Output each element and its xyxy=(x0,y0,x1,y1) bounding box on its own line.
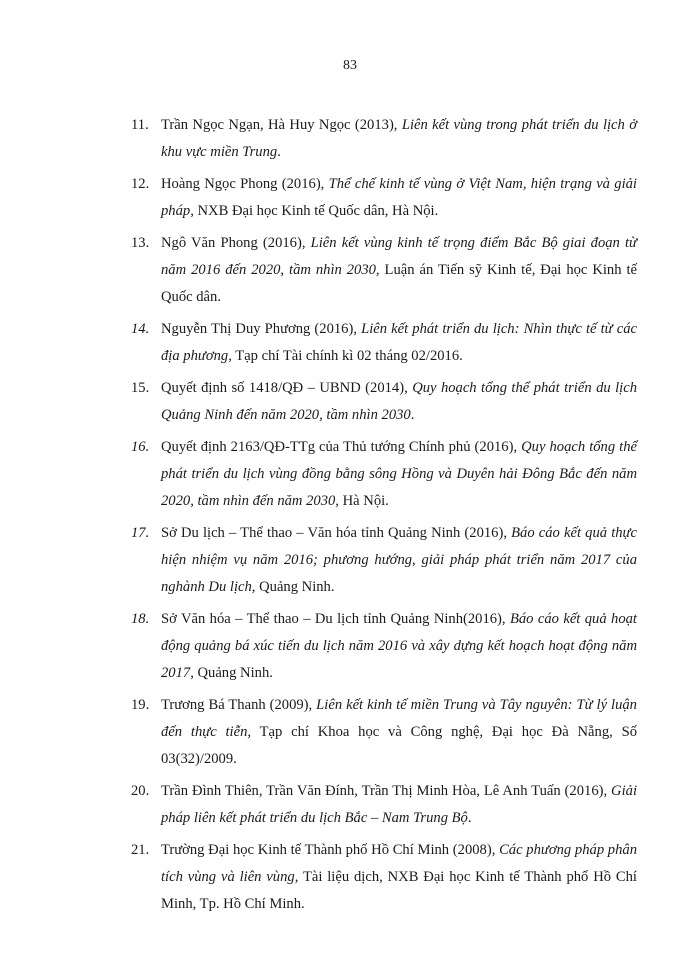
reference-title: Liên kết vùng kinh tế trọng điểm Bắc Bộ giai đoạn từ năm 2016 đến 2020, tầm nhìn 2030, xyxy=(161,235,637,278)
reference-number: 21. xyxy=(131,842,150,858)
reference-publisher: Quảng Ninh. xyxy=(193,665,273,681)
reference-number: 11. xyxy=(131,117,149,133)
reference-publisher: . xyxy=(467,810,472,826)
reference-item xyxy=(131,375,637,429)
reference-authors: Nguyễn Thị Duy Phương (2016), xyxy=(161,321,362,337)
reference-text xyxy=(161,692,637,773)
reference-text xyxy=(161,375,637,429)
reference-number: 20. xyxy=(131,783,150,799)
reference-number: 15. xyxy=(131,380,150,396)
reference-item xyxy=(131,171,637,225)
reference-item xyxy=(131,520,637,601)
reference-authors: Sở Du lịch – Thể thao – Văn hóa tỉnh Quảng Ninh (2016), xyxy=(161,525,512,541)
reference-item xyxy=(131,778,637,832)
reference-publisher: . xyxy=(277,144,281,160)
reference-publisher: . xyxy=(410,407,415,423)
reference-text xyxy=(161,606,637,687)
reference-item xyxy=(131,230,637,311)
reference-title: Các phương pháp phân tích vùng và liên vùng, xyxy=(161,842,637,885)
reference-title: Quy hoạch tổng thể phát triển du lịch vùng đồng bằng sông Hồng và Duyên hải Đông Bắc đến năm 2020, tầm nhìn đến năm 2030, xyxy=(161,439,637,509)
reference-title: Quy hoạch tổng thể phát triển du lịch Quảng Ninh đến năm 2020, tầm nhìn 2030 xyxy=(161,380,637,423)
reference-publisher: Hà Nội. xyxy=(338,493,389,509)
reference-title: Báo cáo kết quả hoạt động quảng bá xúc tiến du lịch năm 2016 và xây dựng kết hoạch hoạt động năm 2017, xyxy=(161,611,637,681)
reference-authors: Quyết định số 1418/QĐ – UBND (2014), xyxy=(161,380,413,396)
reference-text xyxy=(161,778,637,832)
reference-publisher: Tài liệu dịch, NXB Đại học Kinh tế Thành phố Hồ Chí Minh, Tp. Hồ Chí Minh. xyxy=(161,869,637,912)
reference-authors: Ngô Văn Phong (2016), xyxy=(161,235,311,251)
reference-title: Liên kết phát triển du lịch: Nhìn thực tế từ các địa phương, xyxy=(161,321,637,364)
reference-number: 14. xyxy=(131,321,150,337)
reference-item xyxy=(131,837,637,918)
reference-text xyxy=(161,520,637,601)
reference-title: Thể chế kinh tế vùng ở Việt Nam, hiện trạng và giải pháp, xyxy=(161,176,637,219)
reference-text xyxy=(161,230,637,311)
reference-number: 18. xyxy=(131,611,150,627)
reference-authors: Trường Đại học Kinh tế Thành phố Hồ Chí Minh (2008), xyxy=(161,842,500,858)
reference-number: 13. xyxy=(131,235,150,251)
reference-number: 12. xyxy=(131,176,150,192)
reference-item xyxy=(131,316,637,370)
reference-title: Giải pháp liên kết phát triển du lịch Bắc – Nam Trung Bộ xyxy=(161,783,637,826)
reference-publisher: Tạp chí Khoa học và Công nghệ, Đại học Đà Nẵng, Số 03(32)/2009. xyxy=(161,724,637,767)
reference-authors: Sở Văn hóa – Thể thao – Du lịch tỉnh Quảng Ninh(2016), xyxy=(161,611,510,627)
reference-text xyxy=(161,837,637,918)
reference-authors: Hoàng Ngọc Phong (2016), xyxy=(161,176,329,192)
reference-authors: Trương Bá Thanh (2009), xyxy=(161,697,317,713)
reference-text xyxy=(161,112,637,166)
reference-title: Liên kết vùng trong phát triển du lịch ở khu vực miền Trung xyxy=(161,117,637,160)
reference-text xyxy=(161,171,637,225)
reference-item xyxy=(131,606,637,687)
reference-authors: Trần Ngọc Ngạn, Hà Huy Ngọc (2013), xyxy=(161,117,402,133)
reference-item xyxy=(131,434,637,515)
page-number: 83 xyxy=(343,58,357,73)
reference-authors: Trần Đình Thiên, Trần Văn Đính, Trần Thị Minh Hòa, Lê Anh Tuấn (2016), xyxy=(161,783,612,799)
reference-authors: Quyết định 2163/QĐ-TTg của Thủ tướng Chính phủ (2016), xyxy=(161,439,522,455)
reference-publisher: NXB Đại học Kinh tế Quốc dân, Hà Nội. xyxy=(193,203,439,219)
reference-publisher: Quảng Ninh. xyxy=(255,579,335,595)
reference-title: Báo cáo kết quả thực hiện nhiệm vụ năm 2016; phương hướng, giải pháp phát triển năm 2017 của nghành Du lịch, xyxy=(161,525,637,595)
reference-title: Liên kết kinh tế miền Trung và Tây nguyên: Từ lý luận đến thực tiễn, xyxy=(161,697,637,740)
reference-item xyxy=(131,692,637,773)
reference-item xyxy=(131,112,637,166)
reference-text xyxy=(161,434,637,515)
reference-publisher: Tạp chí Tài chính kì 02 tháng 02/2016. xyxy=(231,348,463,364)
reference-publisher: Luận án Tiến sỹ Kinh tế, Đại học Kinh tế Quốc dân. xyxy=(161,262,637,305)
reference-number: 19. xyxy=(131,697,150,713)
reference-number: 17. xyxy=(131,525,150,541)
reference-text xyxy=(161,316,637,370)
reference-number: 16. xyxy=(131,439,150,455)
reference-list xyxy=(131,112,637,923)
